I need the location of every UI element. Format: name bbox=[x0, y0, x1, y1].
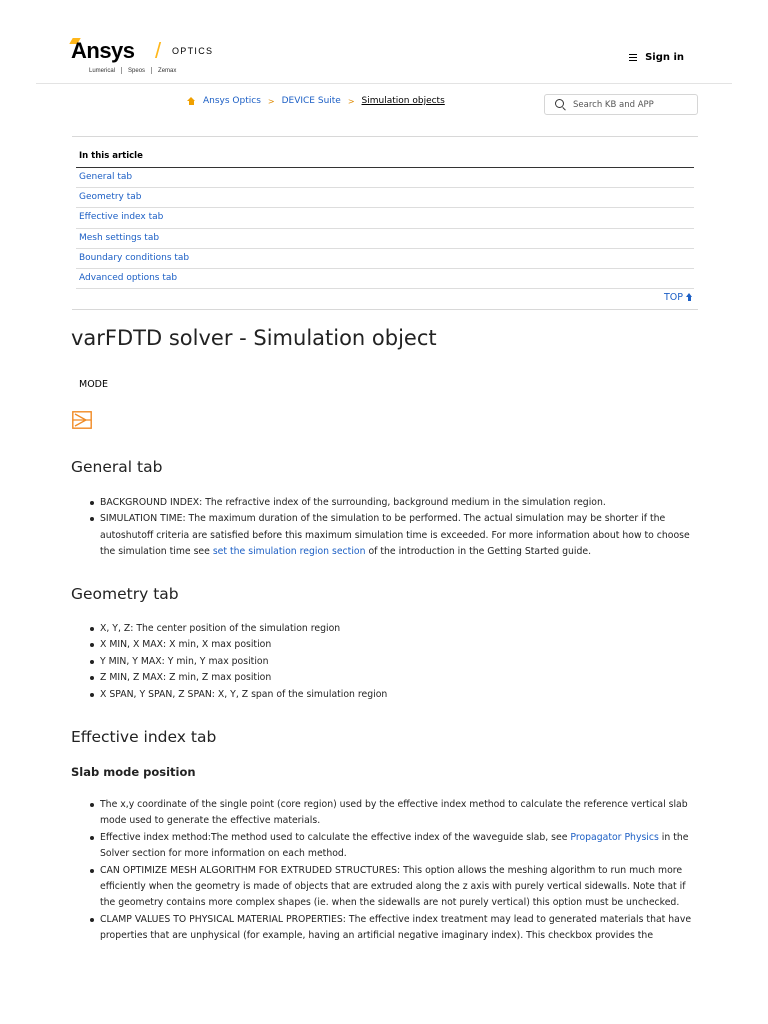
breadcrumb-device-suite[interactable]: DEVICE Suite bbox=[281, 96, 341, 106]
breadcrumb-separator: > bbox=[347, 96, 355, 106]
breadcrumb-separator: > bbox=[267, 96, 275, 106]
list-item: X SPAN, Y SPAN, Z SPAN: X, Y, Z span of the simulation region bbox=[100, 687, 698, 703]
search-icon[interactable] bbox=[555, 99, 566, 110]
toc-link-geometry-tab[interactable]: Geometry tab bbox=[79, 192, 142, 203]
toc-title: In this article bbox=[76, 146, 694, 168]
list-item: X MIN, X MAX: X min, X max position bbox=[100, 637, 698, 653]
toc-item bbox=[76, 249, 694, 269]
list-item: CAN OPTIMIZE MESH ALGORITHM FOR EXTRUDED STRUCTURES: This option allows the meshing algorithm to run much more efficiently when the geometry is made of objects that are extruded along the z axis with purely vertical sidewalls. Note that if the geometry contains more complex shapes (ie. when the sidewalls are not purely vertical) this option must be unchecked. bbox=[100, 863, 698, 912]
geometry-tab-list bbox=[100, 621, 698, 703]
general-tab-list bbox=[100, 495, 698, 561]
heading-general-tab: General tab bbox=[71, 458, 163, 476]
divider bbox=[72, 309, 698, 310]
toc-item bbox=[76, 188, 694, 208]
subbrand-speos: Speos bbox=[128, 68, 146, 75]
simulation-time-text-end: of the introduction in the Getting Started guide. bbox=[365, 546, 592, 558]
arrow-up-icon bbox=[686, 293, 693, 302]
top-label: TOP bbox=[664, 292, 684, 303]
heading-slab-mode-position: Slab mode position bbox=[71, 765, 196, 779]
toc-link-general-tab[interactable]: General tab bbox=[79, 172, 133, 182]
toc-link-boundary-conditions-tab[interactable]: Boundary conditions tab bbox=[79, 252, 190, 263]
effective-index-method-text: Effective index method:The method used to calculate the effective index of the waveguide slab, see bbox=[100, 831, 571, 843]
toc-link-effective-index-tab[interactable]: Effective index tab bbox=[79, 212, 164, 223]
subbrand-divider bbox=[151, 67, 152, 74]
varfdtd-solver-icon bbox=[72, 411, 92, 429]
breadcrumb-simulation-objects[interactable]: Simulation objects bbox=[361, 96, 445, 106]
list-item bbox=[100, 830, 698, 863]
subbrand-lumerical: Lumerical bbox=[89, 68, 116, 75]
site-header bbox=[36, 30, 732, 84]
list-item: Z MIN, Z MAX: Z min, Z max position bbox=[100, 670, 698, 686]
list-item bbox=[100, 495, 698, 511]
subbrand-divider bbox=[121, 67, 122, 74]
toc-item bbox=[76, 168, 694, 188]
sign-in-label: Sign in bbox=[645, 52, 684, 63]
logo-wordmark: Ansys bbox=[71, 38, 135, 63]
toc-item bbox=[76, 208, 694, 228]
breadcrumb bbox=[187, 96, 445, 106]
effective-index-method-text-end: in the Solver section for more information on each method. bbox=[100, 831, 689, 860]
list-item: CLAMP VALUES TO PHYSICAL MATERIAL PROPERTIES: The effective index treatment may lead to generated materials that have properties that are unphysical (for example, having an artificial negative imaginary index). This checkbox provides the bbox=[100, 912, 698, 945]
toc-link-advanced-options-tab[interactable]: Advanced options tab bbox=[79, 272, 178, 283]
menu-icon bbox=[629, 54, 637, 61]
table-of-contents bbox=[76, 146, 694, 289]
sign-in-button[interactable] bbox=[629, 52, 684, 63]
list-item: Y MIN, Y MAX: Y min, Y max position bbox=[100, 654, 698, 670]
logo-subbrands bbox=[89, 67, 176, 74]
propagator-physics-link[interactable]: Propagator Physics bbox=[570, 831, 659, 843]
list-item: The x,y coordinate of the single point (core region) used by the effective index method to calculate the reference vertical slab mode used to generate the effective materials. bbox=[100, 797, 698, 830]
effective-index-list bbox=[100, 797, 698, 945]
heading-effective-index-tab: Effective index tab bbox=[71, 728, 217, 746]
heading-geometry-tab: Geometry tab bbox=[71, 585, 179, 603]
simulation-time-text: SIMULATION TIME: The maximum duration of the simulation to be performed. The actual simulation may be shorter if the autoshutoff criteria are satisfied before this maximum simulation time is exceeded. For more information about how to choose the simulation time see bbox=[100, 513, 690, 558]
list-item: X, Y, Z: The center position of the simulation region bbox=[100, 621, 698, 637]
product-label: MODE bbox=[79, 379, 108, 390]
logo-product: OPTICS bbox=[172, 46, 214, 56]
toc-link-mesh-settings-tab[interactable]: Mesh settings tab bbox=[79, 232, 160, 243]
simulation-region-link[interactable]: set the simulation region section bbox=[212, 546, 366, 558]
home-icon bbox=[187, 97, 196, 106]
back-to-top-link[interactable] bbox=[664, 292, 693, 303]
logo-slash: / bbox=[155, 38, 162, 63]
toc-item bbox=[76, 229, 694, 249]
ansys-optics-logo[interactable] bbox=[71, 38, 231, 78]
background-index-text: BACKGROUND INDEX: The refractive index of the surrounding, background medium in the simulation region. bbox=[100, 497, 606, 508]
page-title: varFDTD solver - Simulation object bbox=[71, 326, 437, 350]
breadcrumb-ansys-optics[interactable]: Ansys Optics bbox=[203, 96, 261, 106]
toc-item bbox=[76, 269, 694, 289]
subbrand-zemax: Zemax bbox=[158, 68, 177, 75]
list-item bbox=[100, 511, 698, 560]
search-box[interactable] bbox=[544, 94, 698, 115]
divider bbox=[72, 136, 698, 137]
search-input[interactable] bbox=[573, 100, 683, 110]
